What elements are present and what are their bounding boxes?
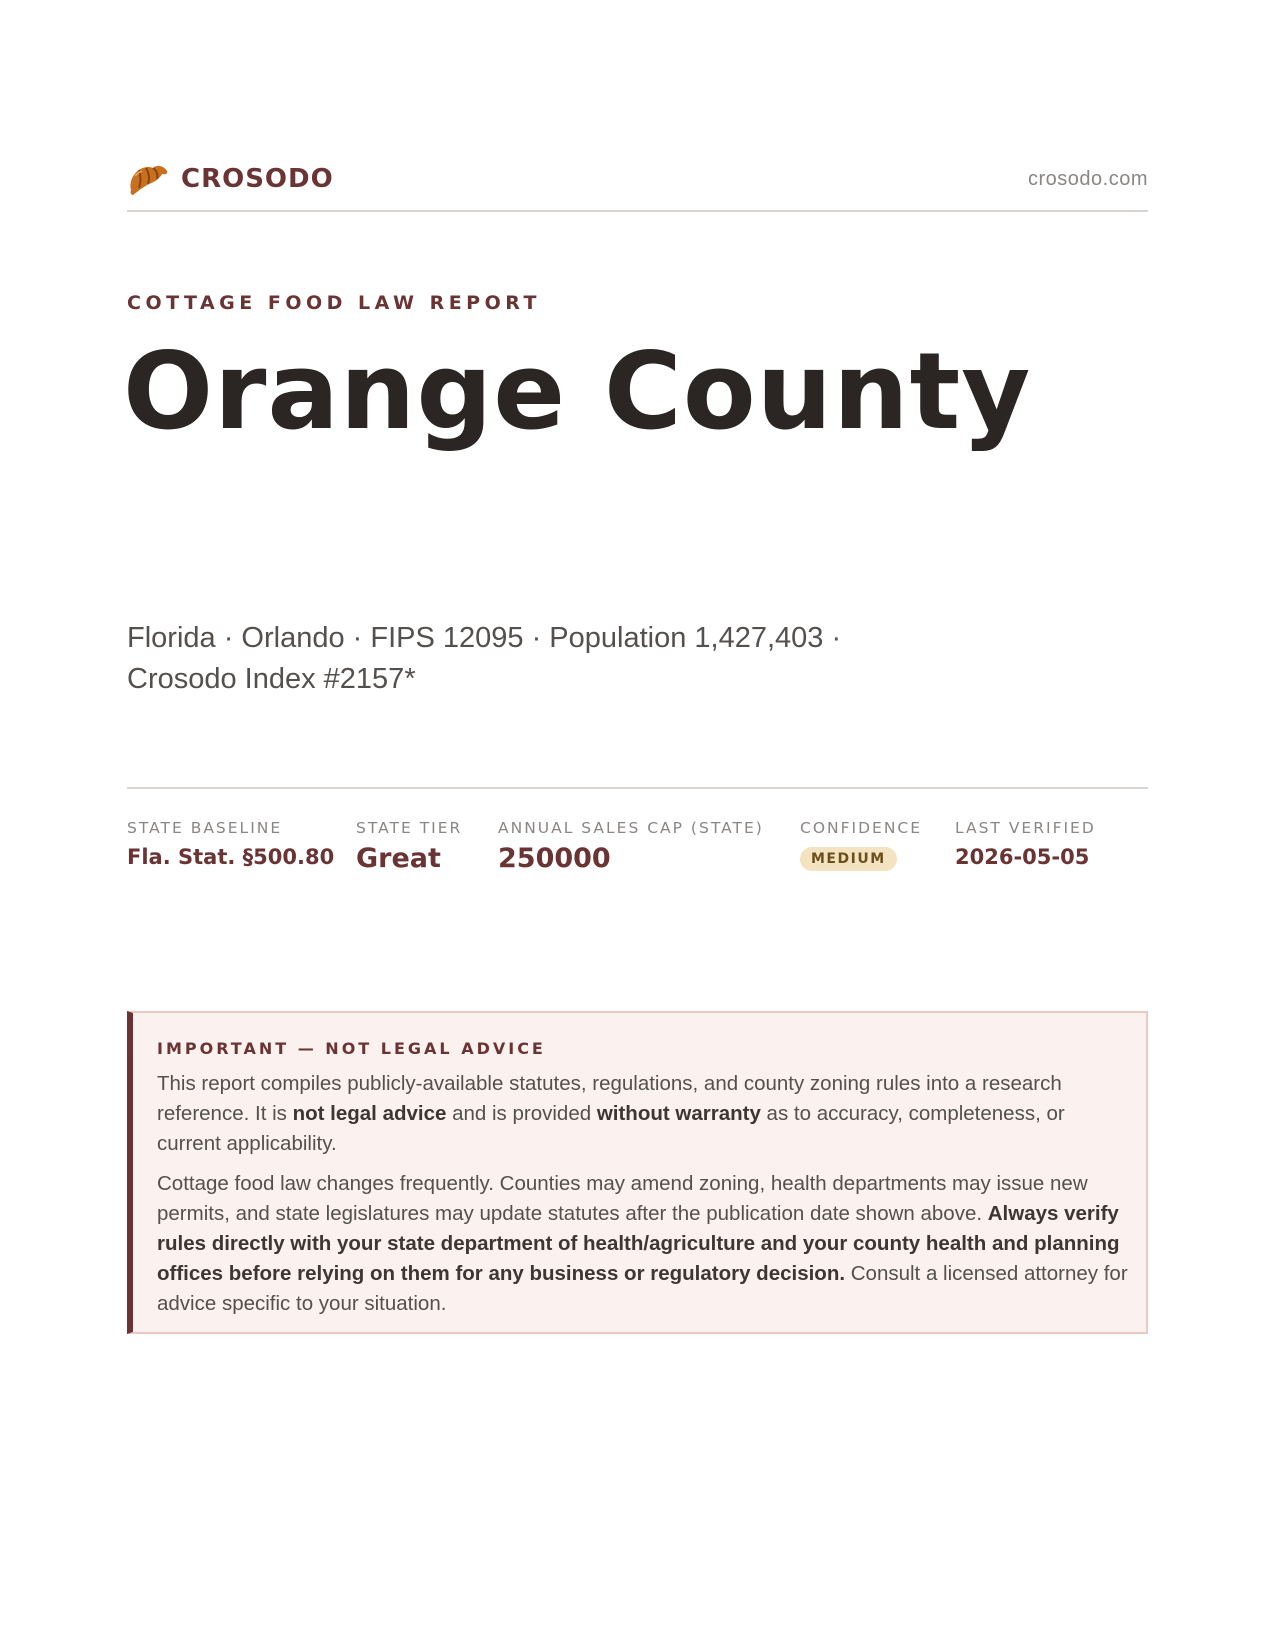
fact-label: STATE BASELINE	[127, 819, 283, 837]
page-title: Orange County	[123, 330, 1032, 453]
report-page	[123, 0, 1148, 1650]
notice-emphasis: without warranty	[596, 1102, 761, 1125]
notice-emphasis: not legal advice	[292, 1102, 447, 1125]
fact-label: CONFIDENCE	[800, 819, 923, 837]
confidence-badge: MEDIUM	[800, 847, 897, 871]
fact-value: 2026-05-05	[955, 845, 1090, 869]
notice-text: and is provided	[446, 1102, 597, 1125]
fact-state-baseline	[127, 819, 334, 869]
notice-text: This report compiles publicly-available statutes, regulations, and county zoning rules into a research reference. It is	[157, 1072, 1062, 1125]
fact-confidence	[800, 819, 922, 871]
notice-text: Consult a licensed attorney for advice specific to your situation.	[157, 1262, 1128, 1315]
fact-label: STATE TIER	[356, 819, 463, 837]
notice-text: as to accuracy, completeness, or current applicability.	[157, 1102, 1065, 1155]
fact-state-tier	[356, 819, 462, 874]
fact-annual-sales-cap	[498, 819, 764, 874]
fact-label: ANNUAL SALES CAP (STATE)	[498, 819, 764, 837]
facts-row	[127, 787, 1148, 909]
legal-notice	[127, 1011, 1148, 1334]
site-url[interactable]: crosodo.com	[1028, 168, 1148, 190]
notice-emphasis: Always verify rules directly with your state department of health/agriculture and your county health and planning offices before relying on them for any business or regulatory decision.	[157, 1202, 1120, 1285]
fact-value: Great	[356, 843, 441, 874]
croissant-icon	[127, 160, 169, 198]
brand-name: CROSODO	[181, 164, 334, 194]
county-subtitle	[127, 618, 887, 700]
notice-paragraph-2	[157, 1169, 1132, 1319]
page-header	[127, 158, 1148, 212]
fact-label: LAST VERIFIED	[955, 819, 1096, 837]
brand[interactable]	[127, 160, 334, 198]
fact-last-verified	[955, 819, 1096, 869]
notice-title: IMPORTANT — NOT LEGAL ADVICE	[157, 1039, 546, 1058]
subtitle-line-2: Crosodo Index #2157*	[127, 663, 416, 695]
report-eyebrow: COTTAGE FOOD LAW REPORT	[127, 292, 541, 314]
notice-text: Cottage food law changes frequently. Counties may amend zoning, health departments may issue new permits, and state legislatures may update statutes after the publication date shown above.	[157, 1172, 1088, 1225]
fact-value: Fla. Stat. §500.80	[127, 845, 335, 869]
notice-paragraph-1	[157, 1069, 1132, 1159]
subtitle-line-1: Florida · Orlando · FIPS 12095 · Population 1,427,403 ·	[127, 622, 842, 654]
notice-body	[157, 1069, 1132, 1329]
fact-value: 250000	[498, 843, 611, 874]
